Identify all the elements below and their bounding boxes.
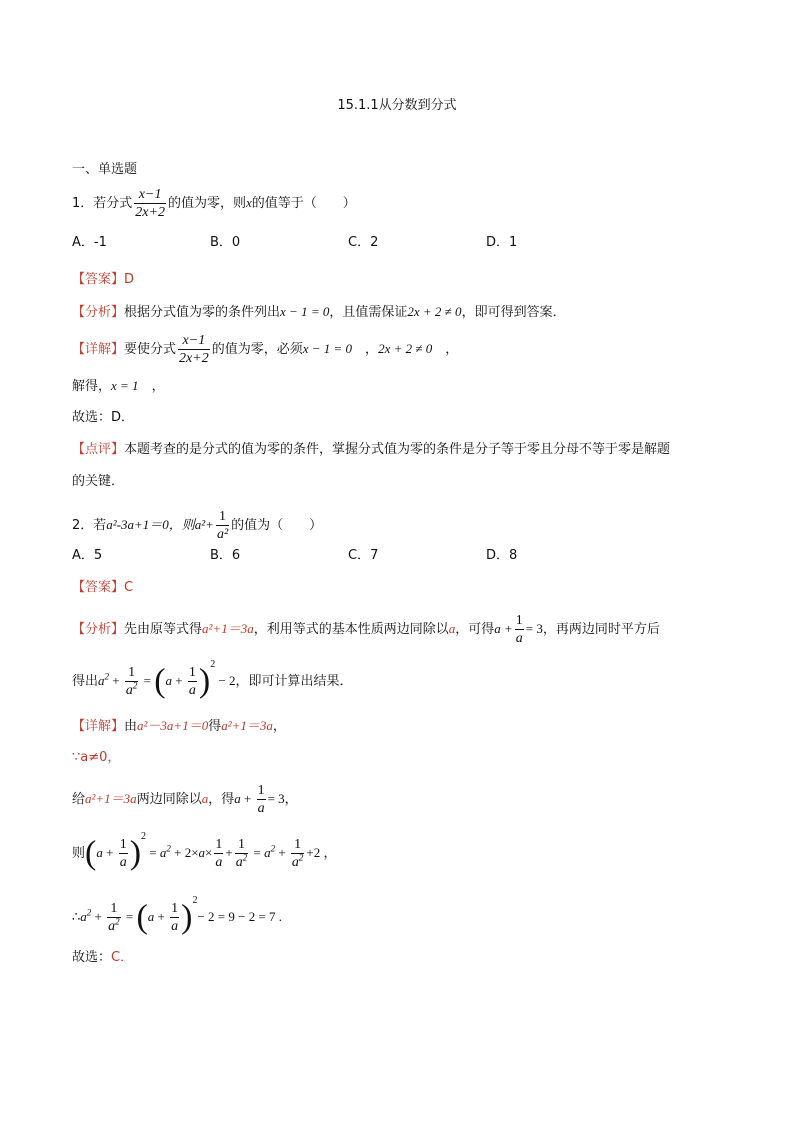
q1-comment-tag: 【点评】 <box>72 442 125 457</box>
q2-answer <box>72 578 133 598</box>
q2-give-end: = 3， <box>267 791 298 806</box>
q1-detail-frac-num: x−1 <box>178 332 210 350</box>
q2-expr: a²+ <box>194 517 214 532</box>
q2-frac-num: 1 <box>216 508 229 526</box>
q1-detail-eq1: x − 1 = 0 <box>302 341 353 356</box>
q1-option-b: B．0 <box>210 235 241 250</box>
q2-detail-eq: a²－3a+1＝0 <box>137 718 209 733</box>
q1-detail-sep: ， <box>352 342 379 357</box>
question-2 <box>72 508 322 543</box>
q2-fraction <box>216 508 229 543</box>
q1-fraction <box>134 186 166 221</box>
q2-detail <box>72 716 286 737</box>
q2-analysis-tag: 【分析】 <box>72 622 125 637</box>
q1-frac-den: 2x+2 <box>135 205 165 220</box>
q2-condition: a²-3a+1＝0，则 <box>106 517 195 532</box>
document-title: 15.1.1从分数到分式 <box>337 98 457 113</box>
q2-detail-tag: 【详解】 <box>72 719 125 734</box>
q2-option-b: B．6 <box>210 548 241 563</box>
q2-give-eq: a²+1＝3a <box>85 791 137 806</box>
q1-option-a: A．-1 <box>72 235 107 250</box>
q1-analysis-text-b: ，且值需保证 <box>329 305 408 320</box>
q2-give: 给a²+1＝3a两边同除以a，得a + $\frac{1}{a}$ = 3， <box>72 783 298 816</box>
q2-analysis-text-d: ，再两边同时平方后 <box>542 622 660 637</box>
q1-suffix: 的值等于（ ） <box>251 196 356 211</box>
q1-detail <box>72 332 458 367</box>
q1-option-c: C．2 <box>348 235 379 250</box>
q2-then-text: 则 <box>72 846 86 861</box>
q1-solve-end: ， <box>138 379 165 394</box>
q2-prefix: 2．若 <box>72 518 107 533</box>
q1-detail-fraction <box>178 332 210 367</box>
q2-then: 则(a + $\frac{1}{a}$ )$^2 = a^2 + 2\times a\times$ $\frac{1}{a}$ + $\frac{1}{a^2}$ = $a^2$ + $\frac{1}{a^2}$ +2 ， <box>72 831 337 872</box>
q2-frac-den: a² <box>216 527 229 542</box>
q2-option-a: A．5 <box>72 548 103 563</box>
q1-comment-line2: 的关键． <box>72 474 125 489</box>
q2-choose-text: 故选： <box>72 950 112 965</box>
q2-line2-text: 得出 <box>72 674 99 689</box>
q2-analysis-frac-den: a <box>515 631 523 646</box>
q1-detail-frac-den: 2x+2 <box>179 351 209 366</box>
q2-analysis-frac-rhs: = 3 <box>525 621 543 636</box>
q1-detail-end: ， <box>432 342 459 357</box>
q1-solve-eq: x = 1 <box>111 378 139 393</box>
q2-give-text-c: ，得 <box>208 792 235 807</box>
q2-analysis-text-a: 先由原等式得 <box>124 622 203 637</box>
section-heading: 一、单选题 <box>72 162 138 177</box>
q2-choose-answer: C． <box>111 950 134 965</box>
q2-answer-value: C <box>124 580 134 595</box>
q2-analysis-var: a <box>448 621 456 636</box>
q2-option-d: D．8 <box>486 548 518 563</box>
q2-analysis-eq: a²+1＝3a <box>202 621 254 636</box>
q2-give-var: a <box>201 791 209 806</box>
q2-detail-text-b: 得 <box>208 719 222 734</box>
q2-analysis <box>72 612 660 647</box>
q2-line2-end: ，即可计算出结果． <box>235 674 353 689</box>
question-1 <box>72 186 356 221</box>
q2-analysis-text-c: ，可得 <box>455 622 495 637</box>
q1-detail-eq2: 2x + 2 ≠ 0 <box>378 341 433 356</box>
q2-detail-eq2: a²+1＝3a <box>221 718 273 733</box>
q1-answer-value: D <box>124 272 135 287</box>
q1-var: x <box>245 195 252 210</box>
q2-choose <box>72 948 133 968</box>
q2-answer-tag: 【答案】 <box>72 580 125 595</box>
q1-comment <box>72 440 670 460</box>
q1-frac-num: x−1 <box>134 186 166 204</box>
q1-prefix: 1．若分式 <box>72 196 133 211</box>
q2-give-text-a: 给 <box>72 792 86 807</box>
q2-analysis-frac-num: 1 <box>515 613 523 628</box>
q1-comment-line1: 本题考查的是分式的值为零的条件，掌握分式值为零的条件是分子等于零且分母不等于零是解题 <box>124 442 671 457</box>
q1-analysis <box>72 302 566 323</box>
q2-option-c: C．7 <box>348 548 379 563</box>
q2-detail-text-a: 由 <box>124 719 138 734</box>
q2-analysis-fraction <box>515 612 524 647</box>
q1-analysis-text-c: ，即可得到答案． <box>461 305 566 320</box>
q2-therefore-symbol: ∴ <box>72 910 81 925</box>
q2-therefore: $\therefore a^2$ + $\frac{1}{a^2}$ = (a + $\frac{1}{a}$ )$^2$− 2 = 9 − 2 = 7 . <box>72 895 283 936</box>
q2-analysis-frac-lhs: a + <box>494 621 513 636</box>
q1-option-d: D．1 <box>486 235 518 250</box>
q1-choose: 故选：D． <box>72 410 135 425</box>
q2-analysis-text-b: ，利用等式的基本性质两边同除以 <box>253 622 449 637</box>
q2-analysis-line2: 得出$a^2$ + $\frac{1}{a^2}$ = (a + $\frac{1}{a}$ )$^2$ − 2，即可计算出结果． <box>72 659 353 700</box>
q1-analysis-text-a: 根据分式值为零的条件列出 <box>124 305 281 320</box>
q2-suffix: 的值为（ ） <box>231 518 323 533</box>
q2-result-tail: − 2 = 9 − 2 = 7 . <box>197 909 283 924</box>
q1-detail-text-a: 要使分式 <box>124 342 177 357</box>
q1-analysis-tag: 【分析】 <box>72 305 125 320</box>
q1-solve-text: 解得， <box>72 379 112 394</box>
q1-mid: 的值为零，则 <box>167 196 246 211</box>
q1-answer-tag: 【答案】 <box>72 272 125 287</box>
q1-detail-text-b: 的值为零，必须 <box>211 342 303 357</box>
q1-solve <box>72 376 165 397</box>
q1-answer <box>72 270 134 290</box>
q1-detail-tag: 【详解】 <box>72 342 125 357</box>
q2-detail-text-c: ， <box>272 719 286 734</box>
q1-analysis-eq2: 2x + 2 ≠ 0 <box>407 304 462 319</box>
q2-because: ∵a≠0， <box>72 750 121 765</box>
q2-give-text-b: 两边同除以 <box>136 792 202 807</box>
q1-analysis-eq1: x − 1 = 0 <box>280 304 330 319</box>
